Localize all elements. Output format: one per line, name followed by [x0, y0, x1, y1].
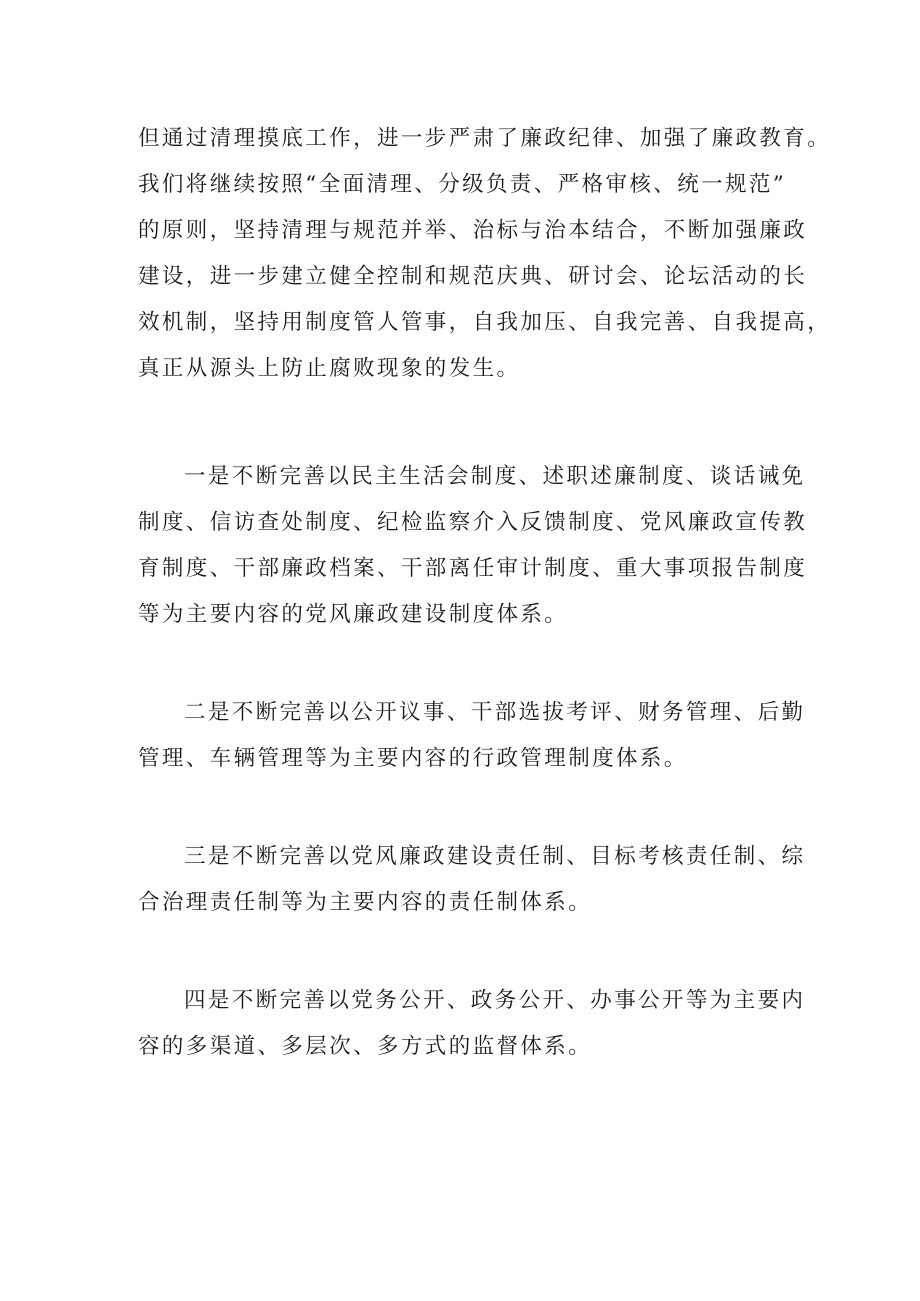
- paragraph-line: 但通过清理摸底工作，进一步严肃了廉政纪律、加强了廉政教育。: [138, 126, 832, 151]
- paragraph-item-one: [138, 454, 808, 638]
- paragraph-line: 建设，进一步建立健全控制和规范庆典、研讨会、论坛活动的长: [138, 264, 808, 289]
- paragraph-line: 等为主要内容的党风廉政建设制度体系。: [138, 602, 569, 627]
- paragraph-line: 一是不断完善以民主生活会制度、述职述廉制度、谈话诫免: [184, 464, 806, 489]
- paragraph-line: 的原则，坚持清理与规范并举、治标与治本结合，不断加强廉政: [138, 218, 808, 243]
- paragraph-line: 真正从源头上防止腐败现象的发生。: [138, 356, 521, 381]
- paragraph-line: 我们将继续按照“全面清理、分级负责、严格审核、统一规范”: [138, 172, 787, 197]
- paragraph-continuation: [138, 116, 832, 392]
- paragraph-line: 育制度、干部廉政档案、干部离任审计制度、重大事项报告制度: [138, 556, 808, 581]
- paragraph-item-four: [138, 978, 806, 1070]
- paragraph-item-two: [138, 690, 806, 782]
- paragraph-line: 三是不断完善以党风廉政建设责任制、目标考核责任制、综: [184, 844, 806, 869]
- paragraph-line: 四是不断完善以党务公开、政务公开、办事公开等为主要内: [184, 988, 806, 1013]
- paragraph-line: 管理、车辆管理等为主要内容的行政管理制度体系。: [138, 746, 688, 771]
- paragraph-line: 合治理责任制等为主要内容的责任制体系。: [138, 890, 593, 915]
- paragraph-line: 制度、信访查处制度、纪检监察介入反馈制度、党风廉政宣传教: [138, 510, 808, 535]
- paragraph-line: 效机制，坚持用制度管人管事，自我加压、自我完善、自我提高，: [138, 310, 832, 335]
- paragraph-line: 二是不断完善以公开议事、干部选拔考评、财务管理、后勤: [184, 700, 806, 725]
- paragraph-item-three: [138, 834, 806, 926]
- paragraph-line: 容的多渠道、多层次、多方式的监督体系。: [138, 1034, 593, 1059]
